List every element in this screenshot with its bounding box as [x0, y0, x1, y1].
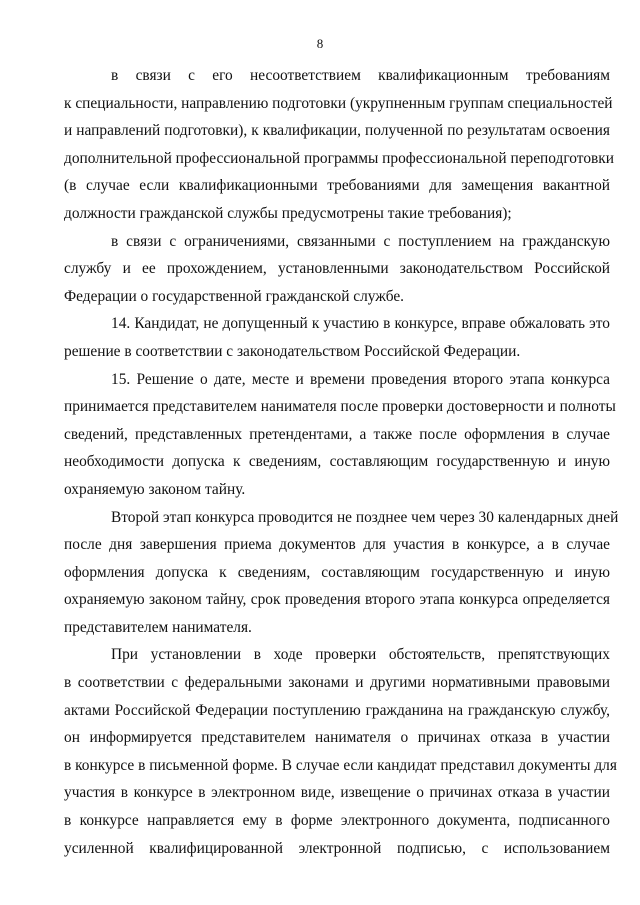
text-line: Федерации о государственной гражданской службе. [64, 287, 405, 305]
text-line: к специальности, направлению подготовки (укрупненным группам специальностей [64, 94, 613, 112]
text-line: сведений, представленных претендентами, а также после оформления в случае [64, 425, 610, 443]
text-line: 14. Кандидат, не допущенный к участию в конкурсе, вправе обжаловать это [111, 315, 610, 333]
text-line: охраняемую законом тайну. [64, 480, 246, 498]
document-body [64, 62, 619, 862]
paragraph [64, 228, 610, 311]
page-number: 8 [316, 36, 324, 51]
text-line: в конкурсе направляется ему в форме электронного документа, подписанного [64, 812, 610, 830]
text-line: после дня завершения приема документов для участия в конкурсе, а в случае [64, 536, 610, 554]
text-line: службу и ее прохождением, установленными законодательством Российской [64, 260, 610, 278]
text-line: решение в соответствии с законодательством Российской Федерации. [64, 342, 521, 360]
paragraph [64, 366, 616, 504]
paragraph [64, 62, 614, 228]
text-line: в связи с ограничениями, связанными с поступлением на гражданскую [111, 232, 610, 250]
text-line: дополнительной профессиональной программы профессиональной переподготовки [64, 149, 614, 167]
text-line: в конкурсе в письменной форме. В случае если кандидат представил документы для [64, 756, 617, 774]
text-line: усиленной квалифицированной электронной подписью, с использованием [64, 839, 610, 857]
text-line: Второй этап конкурса проводится не позднее чем через 30 календарных дней [111, 508, 619, 526]
text-line: он информируется представителем нанимателя о причинах отказа в участии [64, 729, 610, 747]
text-line: (в случае если квалификационными требованиями для замещения вакантной [64, 177, 610, 195]
text-line: При установлении в ходе проверки обстоятельств, препятствующих [111, 646, 610, 664]
text-line: участия в конкурсе в электронном виде, извещение о причинах отказа в участии [64, 784, 610, 802]
text-line: актами Российской Федерации поступлению гражданина на гражданскую службу, [64, 701, 610, 719]
text-line: 15. Решение о дате, месте и времени проведения второго этапа конкурса [111, 370, 610, 388]
paragraph [64, 641, 617, 862]
text-line: необходимости допуска к сведениям, составляющим государственную и иную [64, 453, 610, 471]
text-line: принимается представителем нанимателя после проверки достоверности и полноты [64, 398, 616, 416]
paragraph [64, 310, 610, 365]
paragraph [64, 504, 619, 642]
text-line: оформления допуска к сведениям, составляющим государственную и иную [64, 563, 610, 581]
text-line: в связи с его несоответствием квалификационным требованиям [111, 67, 610, 84]
text-line: охраняемую законом тайну, срок проведения второго этапа конкурса определяется [64, 591, 610, 609]
text-line: представителем нанимателя. [64, 618, 252, 636]
text-line: в соответствии с федеральными законами и другими нормативными правовыми [64, 674, 610, 692]
text-line: и направлений подготовки), к квалификации, полученной по результатам освоения [64, 122, 610, 140]
text-line: должности гражданской службы предусмотрены такие требования); [64, 204, 512, 222]
